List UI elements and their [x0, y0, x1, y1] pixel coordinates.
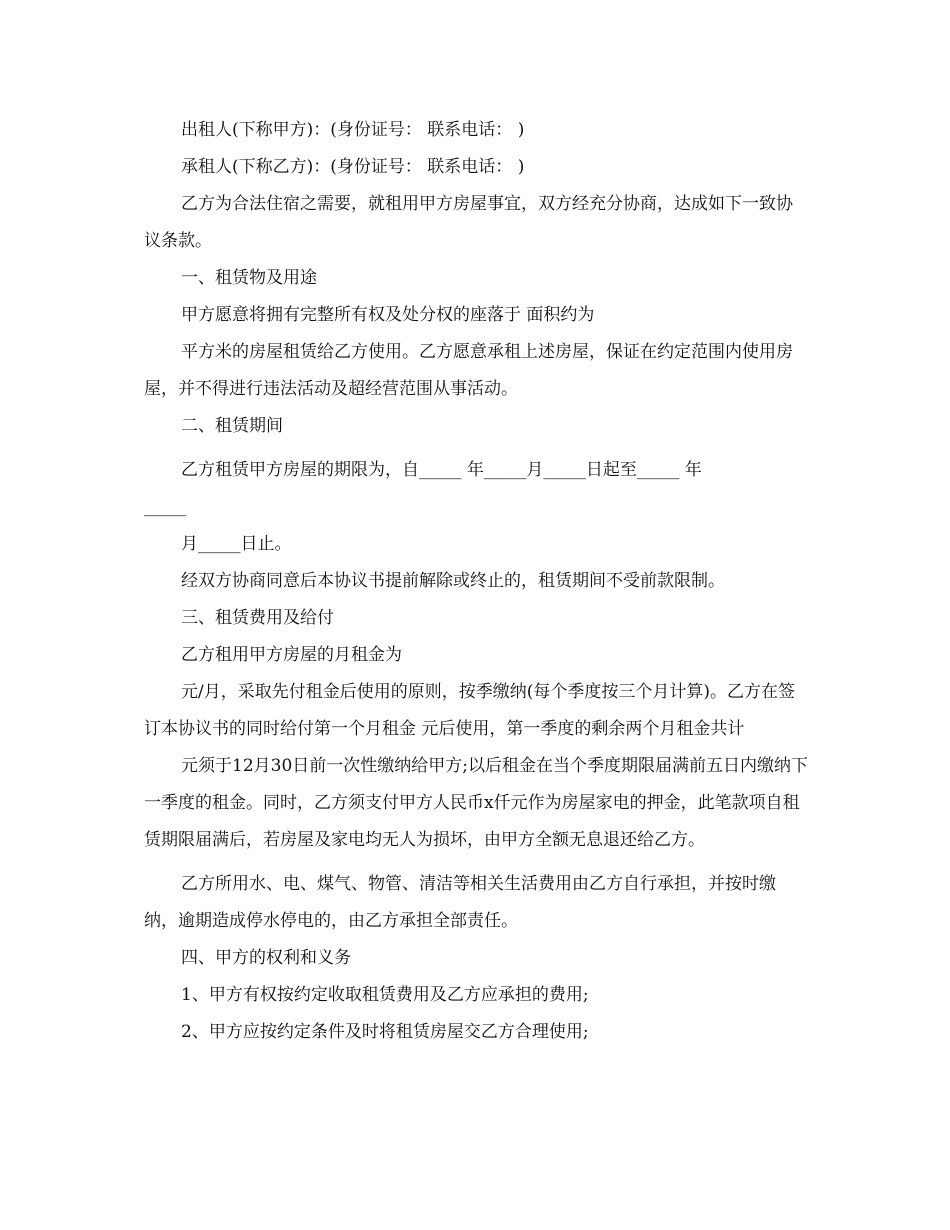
lessor-line: 出租人(下称甲方)：(身份证号： 联系电话： )	[181, 120, 525, 140]
deposit-paragraph: 元须于12月30日前一次性缴纳给甲方;以后租金在当个季度期限届满前五日内缴纳下一季度的租金。同时，乙方须支付甲方人民币x仟元作为房屋家电的押金，此笔款项自租赁期限届满后，若房屋及家电均无人为损坏，由甲方全额无息退还给乙方。	[144, 756, 808, 850]
section-heading-1: 一、租赁物及用途	[181, 268, 317, 288]
utilities-paragraph: 乙方所用水、电、煤气、物管、清洁等相关生活费用由乙方自行承担，并按时缴纳，逾期造成停水停电的，由乙方承担全部责任。	[144, 874, 776, 931]
lessor-right-2: 2、甲方应按约定条件及时将租赁房屋交乙方合理使用;	[181, 1022, 589, 1042]
lessee-line: 承租人(下称乙方)：(身份证号： 联系电话： )	[181, 157, 525, 177]
lease-term-end-line: 月_____日止。	[181, 534, 292, 554]
monthly-rent-line: 乙方租用甲方房屋的月租金为	[181, 645, 402, 665]
lease-term-blank: _____	[144, 497, 187, 517]
intro-paragraph: 乙方为合法住宿之需要，就租用甲方房屋事宜，双方经充分协商，达成如下一致协议条款。	[144, 194, 793, 251]
section-heading-4: 四、甲方的权利和义务	[181, 948, 351, 968]
payment-terms-paragraph: 元/月，采取先付租金后使用的原则，按季缴纳(每个季度按三个月计算)。乙方在签订本协议书的同时给付第一个月租金 元后使用，第一季度的剩余两个月租金共计	[144, 682, 795, 739]
lessor-right-1: 1、甲方有权按约定收取租赁费用及乙方应承担的费用;	[181, 985, 589, 1005]
section-heading-2: 二、租赁期间	[181, 416, 283, 436]
section-heading-3: 三、租赁费用及给付	[181, 608, 334, 628]
early-termination-paragraph: 经双方协商同意后本协议书提前解除或终止的，租赁期间不受前款限制。	[181, 571, 725, 591]
lease-term-line: 乙方租赁甲方房屋的期限为，自_____ 年_____月_____日起至_____ 年	[181, 460, 702, 480]
property-location-line: 甲方愿意将拥有完整所有权及处分权的座落于 面积约为	[181, 305, 595, 325]
property-use-paragraph: 平方米的房屋租赁给乙方使用。乙方愿意承租上述房屋，保证在约定范围内使用房屋，并不得进行违法活动及超经营范围从事活动。	[144, 342, 793, 399]
document-body	[144, 112, 809, 1051]
